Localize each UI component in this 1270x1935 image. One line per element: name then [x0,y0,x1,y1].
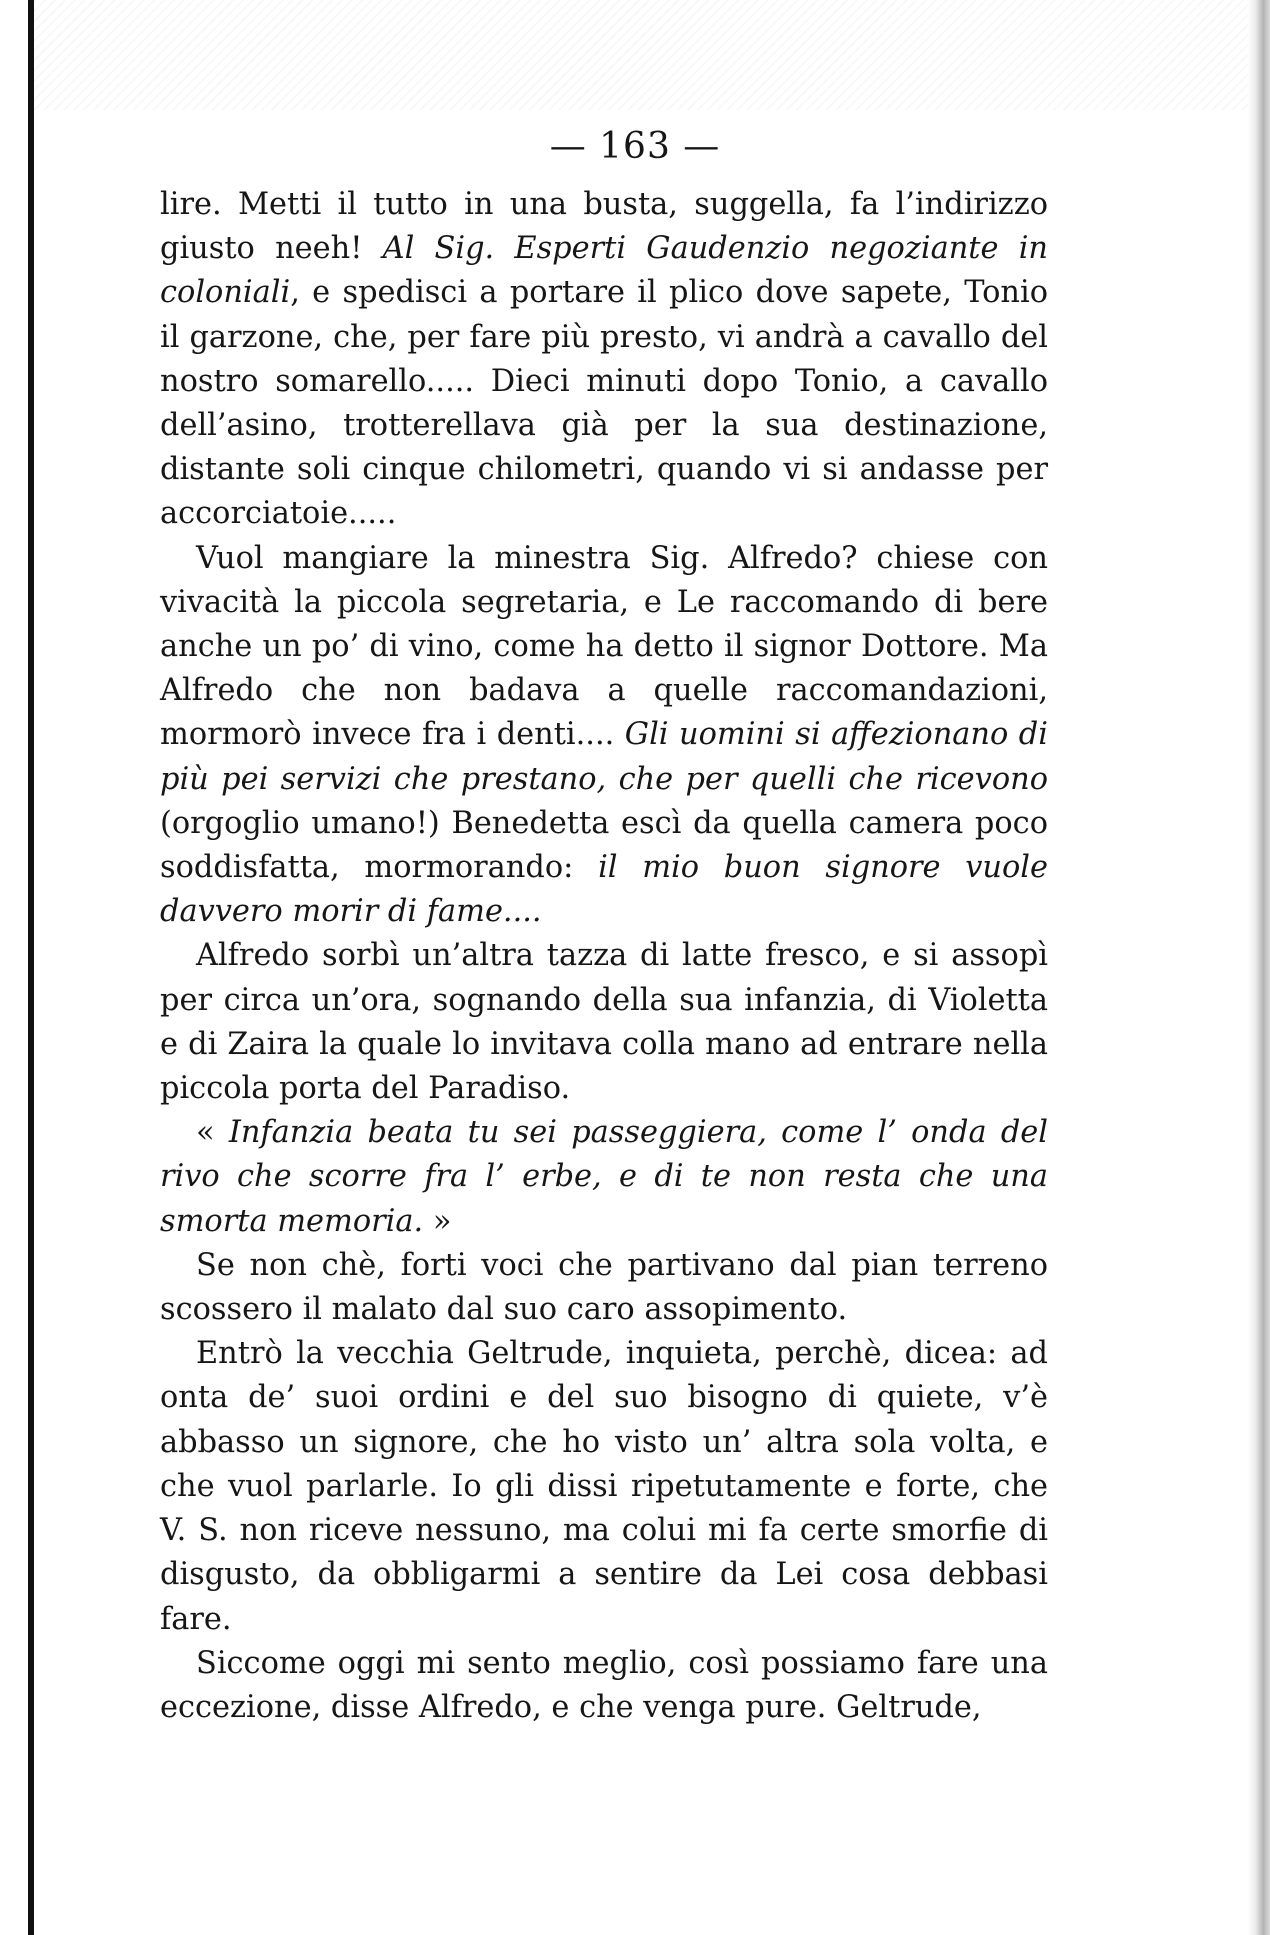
text-run: Entrò la vecchia Geltrude, inquieta, perchè, dicea: ad onta de’ suoi ordini e del suo bisogno di quiete, v’è abbasso un signore, che ho visto un’ altra sola volta, e che vuol parlarle. Io gli dissi ripetutamente e forte, che V. S. non riceve nessuno, ma colui mi fa certe smorfie di disgusto, da obbligarmi a sentire da Lei cosa debbasi fare. [160,1336,1048,1637]
paragraph [160,183,1048,537]
paragraph [160,1111,1048,1244]
page-number: — 163 — [549,126,721,167]
scan-noise-top [34,0,1248,110]
page-body [160,183,1048,1730]
italic-text-run: Al Sig. Esperti Gaudenzio negoziante in coloniali [160,231,1048,311]
italic-text-run: Infanzia beata tu sei passeggiera, come l’ onda del rivo che scorre fra l’ erbe, e di te non resta che una smorta memoria. [160,1115,1048,1239]
scan-border-right [1248,0,1270,1935]
paragraph [160,1244,1048,1332]
text-run: » [423,1203,452,1239]
text-run: « [196,1115,229,1151]
paragraph [160,1642,1048,1730]
text-run: , e spedisci a portare il plico dove sapete, Tonio il garzone, che, per fare più presto, vi andrà a cavallo del nostro somarello..... Dieci minuti dopo Tonio, a cavallo dell’asino, trotterellava già per la sua destinazione, distante soli cinque chilometri, quando vi si andasse per accorciatoie..... [160,275,1048,532]
paragraph [160,537,1048,935]
paragraph [160,934,1048,1111]
text-run: Siccome oggi mi sento meglio, così possiamo fare una eccezione, disse Alfredo, e che venga pure. Geltrude, [160,1645,1048,1725]
text-run: Alfredo sorbì un’altra tazza di latte fresco, e si assopì per circa un’ora, sognando della sua infanzia, di Violetta e di Zaira la quale lo invitava colla mano ad entrare nella piccola porta del Paradiso. [160,938,1048,1107]
text-run: Vuol mangiare la minestra Sig. Alfredo? chiese con vivacità la piccola segretaria, e Le raccomando di bere anche un po’ di vino, come ha detto il signor Dottore. Ma Alfredo che non badava a quelle raccomandazioni, mormorò invece fra i denti.... [160,540,1048,753]
text-run: (orgoglio umano!) Benedetta escì da quella camera poco soddisfatta, mormorando: [160,805,1048,886]
paragraph [160,1332,1048,1641]
italic-text-run: il mio buon signore vuole davvero morir di fame.... [160,850,1048,930]
text-run: lire. Metti il tutto in una busta, suggella, fa l’indirizzo giusto neeh! [160,187,1048,267]
text-run: Se non chè, forti voci che partivano dal pian terreno scossero il malato dal suo caro assopimento. [160,1247,1048,1328]
scan-border-left [28,0,34,1935]
italic-text-run: Gli uomini si affezionano di più pei servizi che prestano, che per quelli che ricevono [160,717,1048,797]
